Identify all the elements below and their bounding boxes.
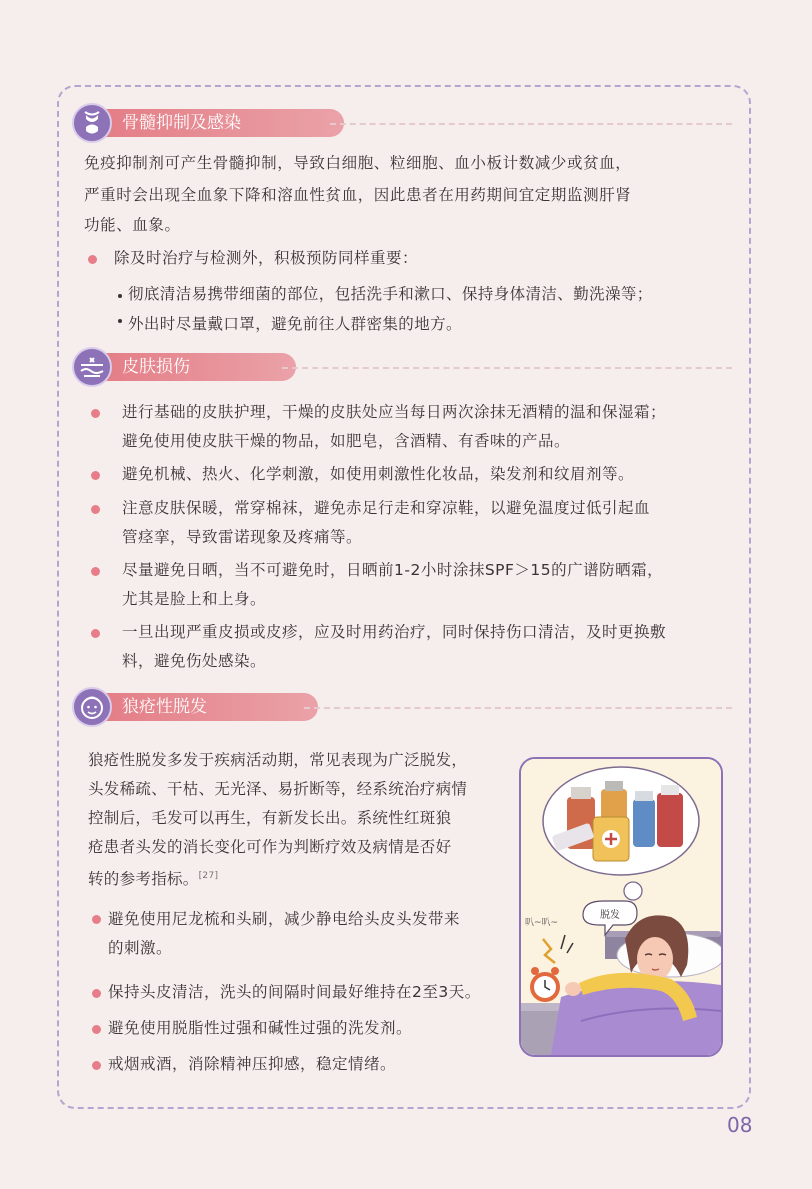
joint-icon [72, 103, 112, 143]
list-item-line: 管痉挛，导致雷诺现象及疼痛等。 [122, 528, 363, 546]
list-item-line: 料，避免伤处感染。 [122, 652, 267, 670]
list-item-line: 一旦出现严重皮损或皮疹，应及时用药治疗，同时保持伤口清洁，及时更换敷 [122, 623, 667, 641]
page-number: 08 [727, 1113, 753, 1137]
list-item-line: 避免机械、热火、化学刺激，如使用刺激性化妆品，染发剂和纹眉剂等。 [122, 465, 635, 483]
list-item-line: 避免使用使皮肤干燥的物品，如肥皂，含酒精、有香味的产品。 [122, 432, 571, 450]
hair-loss-face-icon [72, 687, 112, 727]
paragraph-line: 功能、血象。 [84, 216, 181, 234]
list-item: 除及时治疗与检测外，积极预防同样重要： [114, 249, 419, 267]
paragraph-line: 狼疮性脱发多发于疾病活动期，常见表现为广泛脱发， [88, 751, 468, 769]
section-header-hair-loss [72, 687, 732, 727]
bullet-dot [88, 255, 97, 264]
list-item-line: 避免使用脱脂性过强和碱性过强的洗发剂。 [108, 1019, 413, 1037]
alarm-sound-text: 叭~叭~ [525, 918, 559, 928]
speech-bubble-label: 脱发 [600, 910, 620, 921]
bullet-dot [92, 1061, 101, 1070]
section-header-skin [72, 347, 732, 387]
bottle-cap [661, 785, 679, 795]
paragraph-line: 头发稀疏、干枯、无光泽、易折断等，经系统治疗病情 [88, 780, 468, 798]
paragraph-line: 疮患者头发的消长变化可作为判断疗效及病情是否好 [88, 838, 452, 856]
list-item-line: 进行基础的皮肤护理，干燥的皮肤处应当每日两次涂抹无酒精的温和保湿霜； [122, 403, 667, 421]
list-item-line: 注意皮肤保暖，常穿棉袜，避免赤足行走和穿凉鞋，以避免温度过低引起血 [122, 499, 651, 517]
sub-bullet-dot [118, 319, 122, 323]
list-item-line: 戒烟戒酒，消除精神压抑感，稳定情绪。 [108, 1055, 397, 1073]
illustration-drawing [521, 759, 721, 1055]
section-title: 骨髓抑制及感染 [100, 109, 344, 137]
paragraph-line [88, 863, 218, 893]
bullet-dot [91, 567, 100, 576]
paragraph-text: 转的参考指标。 [88, 870, 199, 889]
medicine-bottle [633, 799, 655, 847]
bottle-cap [571, 787, 591, 799]
paragraph-line: 免疫抑制剂可产生骨髓抑制，导致白细胞、粒细胞、血小板计数减少或贫血， [84, 154, 632, 172]
section-divider [282, 367, 732, 369]
bullet-dot [91, 505, 100, 514]
list-item-line: 的刺激。 [108, 939, 173, 957]
bottle-cap [605, 781, 623, 791]
section-title: 皮肤损伤 [100, 353, 296, 381]
medicine-bottle [657, 793, 683, 847]
paragraph-line: 严重时会出现全血象下降和溶血性贫血，因此患者在用药期间宜定期监测肝肾 [84, 186, 632, 204]
list-item-line: 避免使用尼龙梳和头刷，减少静电给头皮头发带来 [108, 910, 461, 928]
section-divider [330, 123, 732, 125]
list-item-line: 尤其是脸上和上身。 [122, 590, 267, 608]
list-item-line: 保持头皮清洁，洗头的间隔时间最好维持在2至3天。 [108, 983, 481, 1001]
bottle-cap [635, 791, 653, 801]
list-item-line: 尽量避免日晒，当不可避免时，日晒前1-2小时涂抹SPF＞15的广谱防晒霜， [122, 561, 664, 579]
sub-list-item: 外出时尽量戴口罩，避免前往人群密集的地方。 [128, 315, 462, 333]
bullet-dot [91, 629, 100, 638]
citation: [27] [198, 871, 219, 881]
hair-loss-illustration [519, 757, 723, 1057]
skin-icon [72, 347, 112, 387]
bullet-dot [91, 409, 100, 418]
bullet-dot [92, 989, 101, 998]
section-divider [304, 707, 732, 709]
bullet-dot [92, 915, 101, 924]
bullet-dot [91, 471, 100, 480]
section-header-bone-marrow [72, 103, 732, 143]
bullet-dot [92, 1025, 101, 1034]
paragraph-line: 控制后，毛发可以再生，有新发长出。系统性红斑狼 [88, 809, 452, 827]
hand [565, 982, 581, 996]
thought-bubble-dot [624, 882, 642, 900]
section-title: 狼疮性脱发 [100, 693, 318, 721]
sub-list-item: 彻底清洁易携带细菌的部位，包括洗手和漱口、保持身体清洁、勤洗澡等； [128, 285, 653, 303]
sub-bullet-dot [118, 294, 122, 298]
